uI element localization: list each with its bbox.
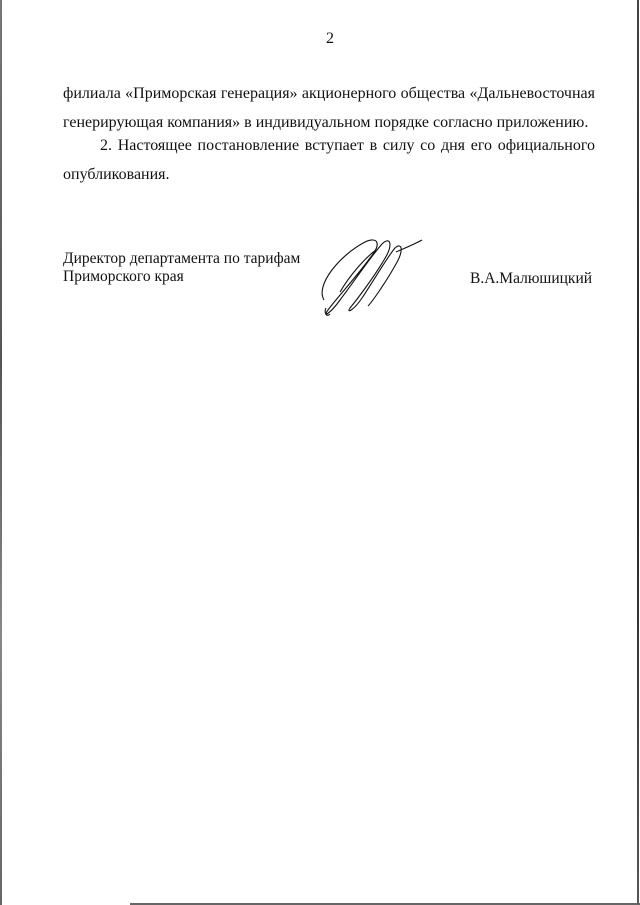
paragraph-2-line-2: опубликования. <box>63 166 170 183</box>
signatory-title <box>63 250 300 286</box>
scan-edge-left <box>0 0 2 905</box>
signatory-title-line-1: Директор департамента по тарифам <box>63 250 301 267</box>
paragraph-1-line-1: филиала «Приморская генерация» акционерного общества «Дальневосточная <box>63 85 595 102</box>
signature-icon <box>310 230 430 320</box>
paragraph-1-line-2: генерирующая компания» в индивидуальном порядке согласно приложению. <box>63 114 589 131</box>
signatory-name: В.А.Малюшицкий <box>470 270 593 287</box>
page-number: 2 <box>326 30 334 47</box>
paragraph-2-line-1: 2. Настоящее постановление вступает в силу со дня его официального <box>100 137 595 154</box>
scan-edge-right <box>637 0 639 905</box>
signatory-title-line-2: Приморского края <box>63 268 184 285</box>
